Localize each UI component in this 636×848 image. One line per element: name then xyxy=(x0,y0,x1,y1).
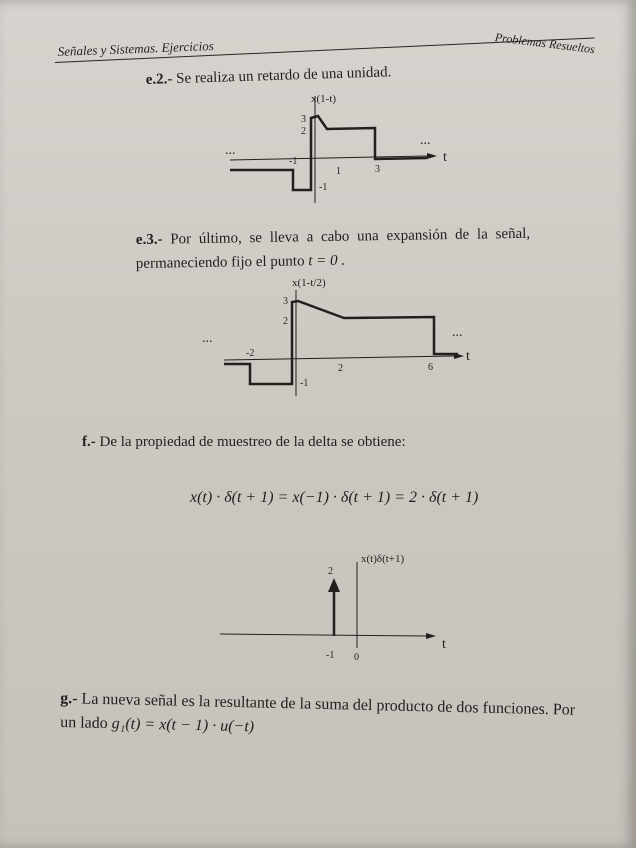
e3-tick-x-2: 2 xyxy=(338,363,343,374)
e2-tick-y-neg1: -1 xyxy=(319,182,328,193)
e3-tick-y-3: 3 xyxy=(283,296,288,307)
e3-point: t = 0 . xyxy=(308,252,346,270)
e3-tick-y-2: 2 xyxy=(283,316,288,327)
e2-text: Se realiza un retardo de una unidad. xyxy=(172,64,392,88)
e2-tick-x-1: 1 xyxy=(336,166,341,177)
e2-x-arrow xyxy=(427,153,437,159)
e2-ellipsis-right: ... xyxy=(420,133,431,148)
e2-tick-x-neg1: -1 xyxy=(289,156,298,167)
e3-tick-x-neg2: -2 xyxy=(246,348,255,359)
e2-tick-x-3: 3 xyxy=(375,164,380,175)
f-tick-x-0: 0 xyxy=(354,652,359,663)
f-impulse-arrow xyxy=(328,578,340,592)
g-text-2: un lado xyxy=(60,714,112,733)
f-impulse-value: 2 xyxy=(328,566,333,577)
e3-text-1: Por último, se lleva a cabo una expansión de la señal, xyxy=(162,225,531,248)
header-left-title: Señales y Sistemas. Ejercicios xyxy=(57,38,215,60)
e2-xlabel: t xyxy=(443,150,447,165)
f-x-axis xyxy=(220,634,426,636)
e2-ylabel: x(1-t) xyxy=(311,93,337,105)
e2-tick-y-3: 3 xyxy=(301,114,306,125)
g-text-1: La nueva señal es la resultante de la suma del producto de dos funciones. Por xyxy=(77,690,576,719)
e2-tick-y-2: 2 xyxy=(301,126,306,137)
g-line2 xyxy=(60,714,254,736)
e3-graph xyxy=(196,276,486,398)
e3-label: e.3.- xyxy=(135,231,163,249)
f-paragraph xyxy=(82,434,406,451)
f-text: De la propiedad de muestreo de la delta se obtiene: xyxy=(95,434,406,450)
g-label: g.- xyxy=(60,690,78,708)
e2-ellipsis-left: ... xyxy=(225,143,236,158)
e2-signal xyxy=(230,116,427,190)
header-right-title: Problemas Resueltos xyxy=(494,30,596,57)
e3-ellipsis-left: ... xyxy=(202,331,213,346)
e2-label: e.2.- xyxy=(145,71,173,89)
e3-tick-x-6: 6 xyxy=(428,362,433,373)
e3-ylabel: x(1-t/2) xyxy=(292,277,326,289)
e3-xlabel: t xyxy=(466,349,470,364)
f-tick-x-neg1: -1 xyxy=(326,650,335,661)
e3-text-2: permaneciendo fijo el punto xyxy=(135,253,309,273)
f-formula: x(t) · δ(t + 1) = x(−1) · δ(t + 1) = 2 · δ(t + 1) xyxy=(190,489,479,506)
e3-line2 xyxy=(136,253,345,273)
e3-x-axis xyxy=(224,356,454,360)
e2-paragraph xyxy=(145,64,391,89)
f-graph xyxy=(214,548,464,664)
g-formula: g₁(t) = x(t − 1) · u(−t) xyxy=(111,715,255,736)
f-label: f.- xyxy=(82,434,96,450)
e3-line1 xyxy=(136,226,531,249)
e3-ellipsis-right: ... xyxy=(452,325,463,340)
e3-tick-y-neg1: -1 xyxy=(300,378,309,389)
f-x-arrow xyxy=(426,633,436,639)
f-xlabel: t xyxy=(442,637,446,652)
f-ylabel: x(t)δ(t+1) xyxy=(361,553,405,565)
e2-graph xyxy=(215,88,465,206)
